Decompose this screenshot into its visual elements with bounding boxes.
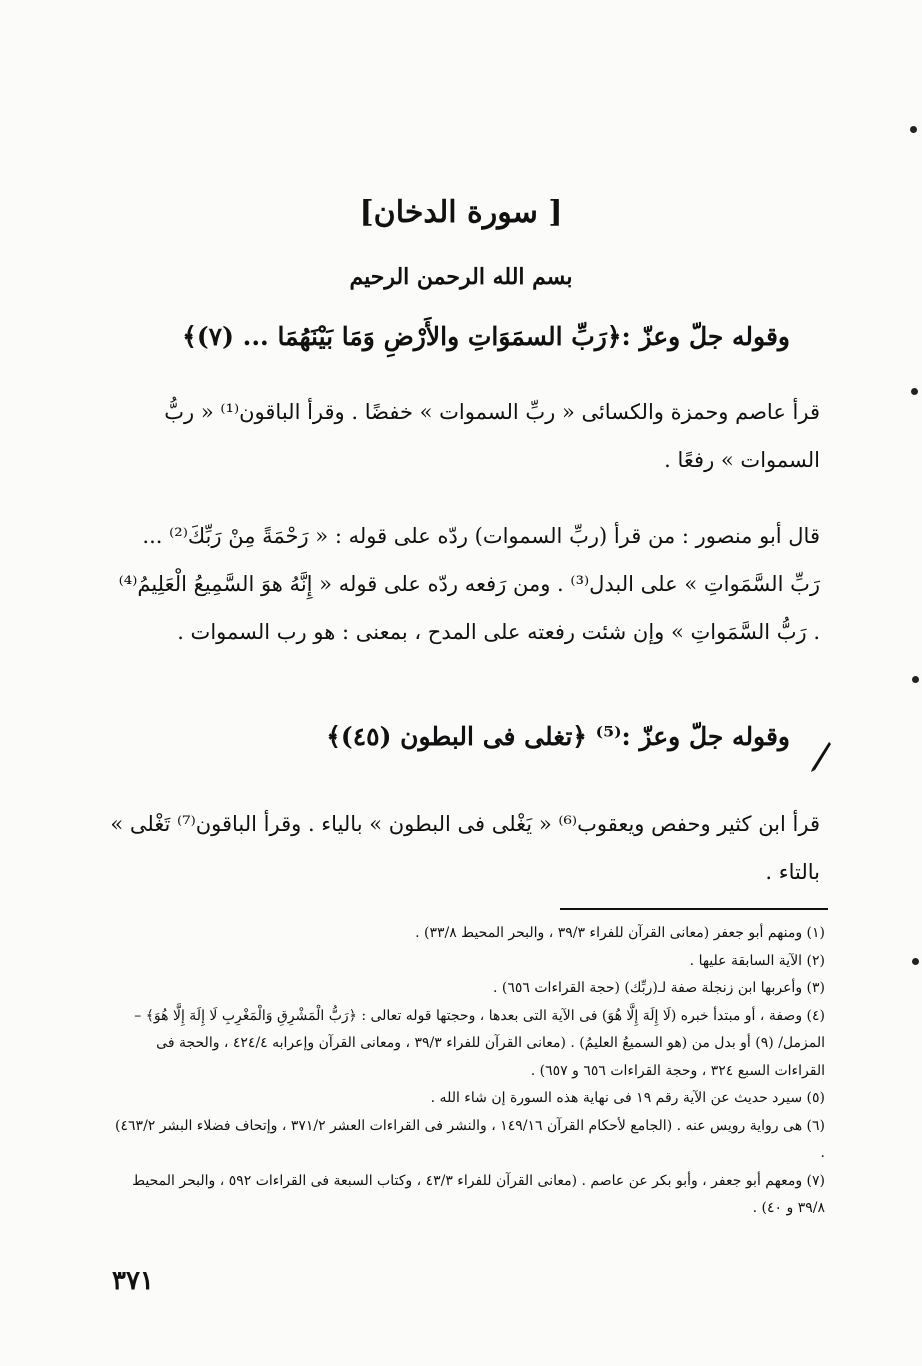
paragraph-readings-1: قرأ عاصم وحمزة والكسائى « ربِّ السموات » خفضًا . وقرأ الباقون⁽¹⁾ « ربُّ السموات » رفعًا . [164, 400, 820, 472]
pencil-mark-icon [809, 738, 833, 772]
footnote-divider [560, 908, 828, 910]
basmala: بسم الله الرحمن الرحيم [349, 264, 573, 290]
footnote: (٧) ومعهم أبو جعفر ، وأبو بكر عن عاصم . (معانى القرآن للفراء ٤٣/٣ ، وكتاب السبعة فى القراءات ٥٩٢ ، والبحر المحيط ٣٩/٨ و ٤٠) . [132, 1172, 825, 1216]
scan-mark [912, 676, 919, 683]
footnotes [110, 920, 825, 1223]
footnote: (٢) الآية السابقة عليها . [689, 952, 825, 969]
verse-heading-2: وقوله جلّ وعزّ :⁽⁵⁾ ﴿تغلى فى البطون (٤٥)﴾ [326, 722, 790, 751]
scan-mark [911, 388, 918, 395]
footnote: (٦) هى رواية رويس عنه . (الجامع لأحكام القرآن ١٤٩/١٦ ، والنشر فى القراءات العشر ٣٧١/٢ ، وإتحاف فضلاء البشر ٤٦٣/٢) . [115, 1117, 825, 1161]
footnote: (٣) وأعربها ابن زنجلة صفة لـ(ربِّك) (حجة القراءات ٦٥٦) . [492, 980, 825, 996]
surah-title: [ سورة الدخان] [359, 195, 563, 230]
page-number: ٣٧١ [112, 1266, 154, 1296]
verse-heading-1: وقوله جلّ وعزّ :﴿رَبِّ السمَوَاتِ والأَرْضِ وَمَا بَيْنَهُمَا ... (٧)﴾ [182, 322, 790, 351]
footnote: (٤) وصفة ، أو مبتدأ خبره (لَا إِلَهَ إِلَّا هُوَ) فى الآية التى بعدها ، وحجتها قوله تعالى : ﴿رَبُّ الْمَشْرِقِ وَالْمَغْرِبِ لَا إِلَهَ إِلَّا هُوَ﴾ – المزمل/ (٩) أو بدل من (هو السميعُ العليمُ) . (معانى القرآن للفراء ٣٩/٣ ، ومعانى القرآن وإعرابه ٤٢٤/٤ ، والحجة فى القراءات السبع ٣٢٤ ، وحجة القراءات ٦٥٦ و ٦٥٧) . [134, 1007, 825, 1079]
paragraph-readings-2: قرأ ابن كثير وحفص ويعقوب⁽⁶⁾ « يَغْلى فى البطون » بالياء . وقرأ الباقون⁽⁷⁾ تَغْلى » بالتاء . [110, 812, 820, 884]
footnote: (٥) سيرد حديث عن الآية رقم ١٩ فى نهاية هذه السورة إن شاء الله . [430, 1090, 825, 1106]
footnote: (١) ومنهم أبو جعفر (معانى القرآن للفراء ٣٩/٣ ، والبحر المحيط ٣٣/٨) . [415, 925, 825, 941]
paragraph-abu-mansur: قال أبو منصور : من قرأ (ربِّ السموات) ردّه على قوله : « رَحْمَةً مِنْ رَبِّكَ⁽²⁾ ... رَبِّ السَّمَواتِ » على البدل⁽³⁾ . ومن رَفعه ردّه على قوله « إِنَّهُ هوَ السَّمِيعُ الْعَلِيمُ⁽⁴⁾ . رَبُّ السَّمَواتِ » وإن شئت رفعته على المدح ، بمعنى : هو رب السموات . [118, 524, 820, 644]
scan-mark [912, 958, 919, 965]
scan-mark [910, 126, 917, 133]
